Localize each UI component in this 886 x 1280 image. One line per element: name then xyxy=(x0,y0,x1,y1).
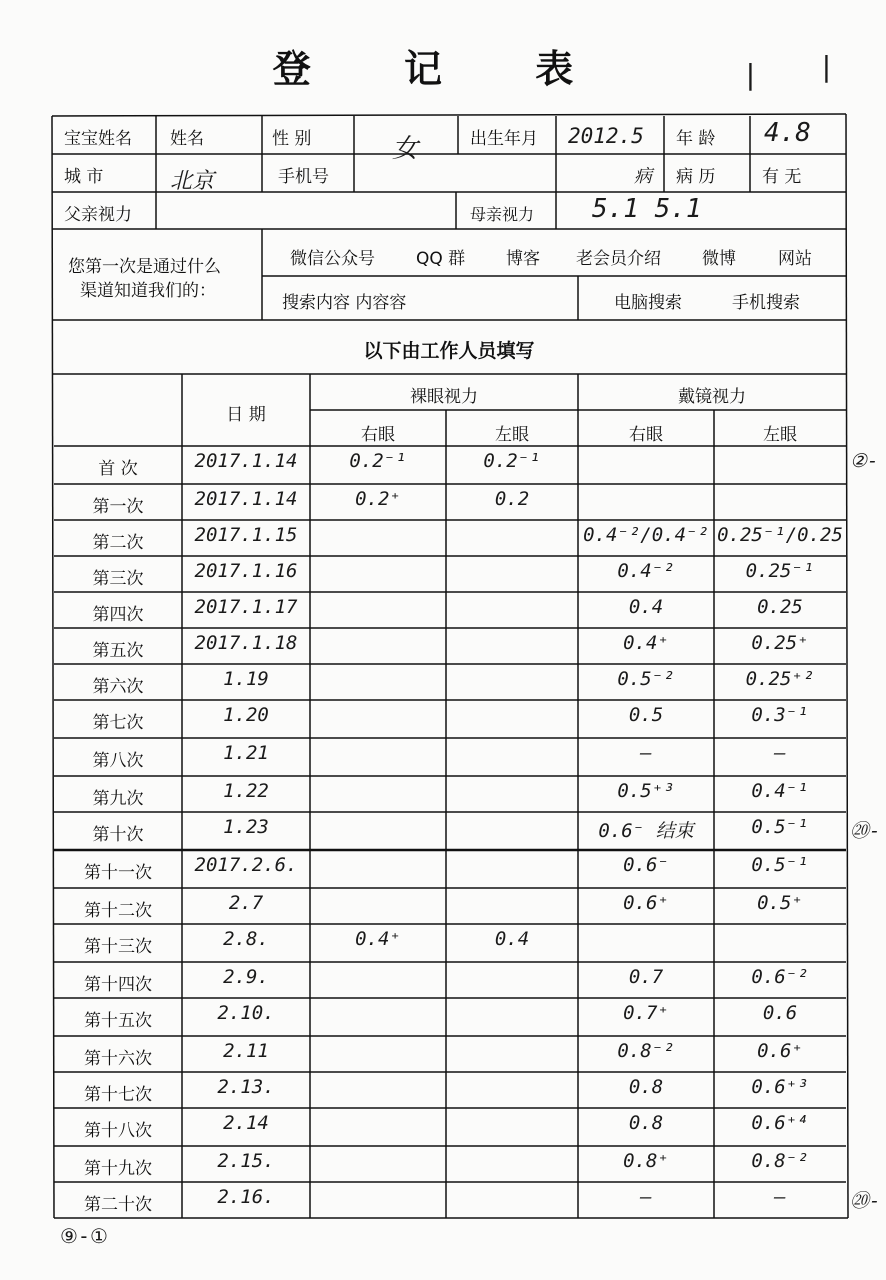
visit-label: 第十四次 xyxy=(84,975,152,995)
visit-label: 第六次 xyxy=(92,677,144,697)
side-mark: ⑳- xyxy=(850,1190,881,1212)
baby-name-value: 姓名 xyxy=(170,129,204,149)
visit-label: 第十八次 xyxy=(84,1121,152,1141)
visit-date: 2.10. xyxy=(217,1002,275,1024)
visit-date: 2.15. xyxy=(217,1150,275,1172)
glasses-right-value xyxy=(578,450,714,482)
naked-right-value xyxy=(310,596,446,626)
visit-label: 第十一次 xyxy=(84,863,152,883)
naked-right-value xyxy=(310,632,446,662)
naked-right-value: 0.4⁺ xyxy=(355,928,401,950)
visit-date: 2017.1.14 xyxy=(194,488,298,510)
glasses-left-eye-header: 左眼 xyxy=(763,425,797,445)
channel-question-line2: 渠道知道我们的： xyxy=(80,281,216,301)
visit-label: 第五次 xyxy=(92,641,144,661)
glasses-right-value xyxy=(578,488,714,518)
glasses-left-value: 0.25⁻¹ xyxy=(745,560,815,582)
naked-right-eye-header: 右眼 xyxy=(361,425,395,445)
visit-date: 2017.2.6. xyxy=(194,854,298,876)
visit-date: 2017.1.17 xyxy=(194,596,298,618)
side-mark: ⑳- xyxy=(850,820,881,842)
glasses-right-value: 0.8 xyxy=(628,1076,664,1098)
history-label: 病 历 xyxy=(676,167,716,187)
naked-left-value xyxy=(446,854,578,886)
channel-option-blog: 博客 xyxy=(506,249,540,269)
glasses-right-value: 0.5 xyxy=(628,704,664,726)
side-mark xyxy=(850,1112,886,1144)
visit-date: 2.11 xyxy=(223,1040,269,1062)
side-mark xyxy=(850,1076,886,1106)
glasses-left-value: — xyxy=(774,742,786,764)
baby-name-label: 宝宝姓名 xyxy=(64,129,132,149)
visit-date: 1.22 xyxy=(223,780,269,802)
phone-value xyxy=(362,160,550,188)
naked-left-value xyxy=(446,524,578,554)
visit-label: 第十二次 xyxy=(84,901,152,921)
naked-left-value xyxy=(446,816,578,848)
side-mark xyxy=(850,632,886,662)
naked-left-value xyxy=(446,742,578,774)
naked-left-value xyxy=(446,780,578,810)
channel-question-line1: 您第一次是通过什么 xyxy=(68,257,221,277)
channel-option-weibo: 微博 xyxy=(702,249,736,269)
naked-left-value xyxy=(446,1186,578,1216)
side-mark: ②- xyxy=(850,450,879,472)
naked-right-value xyxy=(310,668,446,698)
glasses-left-value: 0.6⁺ xyxy=(757,1040,803,1062)
glasses-right-value xyxy=(578,928,714,960)
city-label: 城 市 xyxy=(64,167,104,187)
page-title: 登 记 表 xyxy=(272,47,614,91)
visit-date: 2017.1.18 xyxy=(194,632,298,654)
visit-date: 2.8. xyxy=(223,928,269,950)
visit-label: 第四次 xyxy=(92,605,144,625)
age-label: 年 龄 xyxy=(676,129,716,149)
glasses-right-value: 0.4⁺ xyxy=(623,632,669,654)
visit-label: 第十七次 xyxy=(84,1085,152,1105)
glasses-left-value: 0.25⁺² xyxy=(745,668,815,690)
glasses-right-value: 0.4⁻²/0.4⁻² xyxy=(583,524,709,546)
birth-value: 2012.5 xyxy=(568,124,644,148)
naked-left-value: 0.4 xyxy=(494,928,530,950)
glasses-left-value: 0.8⁻² xyxy=(751,1150,809,1172)
channel-option-mobile-search: 手机搜索 xyxy=(732,293,800,313)
naked-left-value xyxy=(446,632,578,662)
side-mark xyxy=(850,1150,886,1180)
glasses-left-value xyxy=(714,928,846,960)
glasses-left-value: 0.25⁻¹/0.25 xyxy=(717,524,843,546)
visit-date: 2017.1.15 xyxy=(194,524,298,546)
naked-right-value xyxy=(310,816,446,848)
glasses-right-value: 0.8⁺ xyxy=(623,1150,669,1172)
naked-right-value xyxy=(310,1186,446,1216)
glasses-left-value xyxy=(714,488,846,518)
naked-left-value xyxy=(446,1076,578,1106)
naked-right-value xyxy=(310,854,446,886)
glasses-right-value: 0.6⁺ xyxy=(623,892,669,914)
corner-mark-2: | xyxy=(818,50,835,83)
visit-date: 2.14 xyxy=(223,1112,269,1134)
naked-left-value xyxy=(446,966,578,996)
glasses-right-value: — xyxy=(640,1186,652,1208)
naked-left-value xyxy=(446,560,578,590)
visit-date: 2017.1.14 xyxy=(194,450,298,472)
side-mark xyxy=(850,928,886,960)
city-value: 北京 xyxy=(170,169,215,194)
visit-date: 1.23 xyxy=(223,816,269,838)
naked-right-value xyxy=(310,704,446,736)
naked-left-value xyxy=(446,668,578,698)
glasses-right-value: 0.7⁺ xyxy=(623,1002,669,1024)
naked-right-value xyxy=(310,780,446,810)
naked-right-value xyxy=(310,1002,446,1034)
naked-right-value: 0.2⁻¹ xyxy=(349,450,407,472)
naked-left-value xyxy=(446,596,578,626)
visit-date: 2.9. xyxy=(223,966,269,988)
date-column-header: 日 期 xyxy=(226,405,266,425)
naked-left-value xyxy=(446,704,578,736)
history-options: 有 无 xyxy=(762,167,802,187)
mother-vision-value: 5.1 5.1 xyxy=(592,194,702,224)
naked-left-value: 0.2 xyxy=(494,488,530,510)
visit-date: 2017.1.16 xyxy=(194,560,298,582)
visit-label: 第七次 xyxy=(92,713,144,733)
visit-date: 2.16. xyxy=(217,1186,275,1208)
visit-label: 第十次 xyxy=(92,825,144,845)
visit-label: 第九次 xyxy=(92,789,144,809)
visit-date: 1.19 xyxy=(223,668,269,690)
glasses-left-value: 0.5⁺ xyxy=(757,892,803,914)
visit-date: 2.13. xyxy=(217,1076,275,1098)
naked-right-value xyxy=(310,742,446,774)
channel-search-content: 搜索内容 内容容 xyxy=(282,293,407,313)
glasses-left-value: 0.6⁺⁴ xyxy=(751,1112,809,1134)
glasses-right-value: — xyxy=(640,742,652,764)
naked-left-value xyxy=(446,1002,578,1034)
glasses-left-value: 0.4⁻¹ xyxy=(751,780,809,802)
naked-right-value xyxy=(310,1150,446,1180)
glasses-right-value: 0.8⁻² xyxy=(617,1040,675,1062)
glasses-right-value: 0.6⁻ 结束 xyxy=(598,820,694,842)
naked-left-eye-header: 左眼 xyxy=(495,425,529,445)
naked-left-value xyxy=(446,1040,578,1070)
gender-label: 性 别 xyxy=(272,129,312,149)
side-mark xyxy=(850,560,886,590)
glasses-left-value: 0.5⁻¹ xyxy=(751,854,809,876)
glasses-right-value: 0.5⁺³ xyxy=(617,780,675,802)
visit-label: 第十五次 xyxy=(84,1011,152,1031)
side-mark xyxy=(850,1040,886,1070)
glasses-left-value: 0.6⁺³ xyxy=(751,1076,809,1098)
naked-right-value xyxy=(310,1076,446,1106)
naked-right-value xyxy=(310,560,446,590)
glasses-right-value: 0.6⁻ xyxy=(623,854,669,876)
side-mark xyxy=(850,524,886,554)
visit-label: 第一次 xyxy=(92,497,144,517)
naked-left-value xyxy=(446,1112,578,1144)
side-mark xyxy=(850,780,886,810)
glasses-right-value: 0.8 xyxy=(628,1112,664,1134)
visit-label: 第三次 xyxy=(92,569,144,589)
glasses-left-value: 0.5⁻¹ xyxy=(751,816,809,838)
glasses-left-value: — xyxy=(774,1186,786,1208)
naked-right-value: 0.2⁺ xyxy=(355,488,401,510)
channel-option-wechat: 微信公众号 xyxy=(290,249,375,269)
naked-left-value: 0.2⁻¹ xyxy=(483,450,541,472)
glasses-right-value: 0.4⁻² xyxy=(617,560,675,582)
channel-option-referral: 老会员介绍 xyxy=(576,249,661,269)
naked-vision-header: 裸眼视力 xyxy=(410,387,478,407)
visit-label: 第二十次 xyxy=(84,1195,152,1215)
glasses-left-value xyxy=(714,450,846,482)
naked-left-value xyxy=(446,892,578,922)
glasses-left-value: 0.25⁺ xyxy=(751,632,809,654)
glasses-left-value: 0.3⁻¹ xyxy=(751,704,809,726)
age-value: 4.8 xyxy=(764,118,811,148)
glasses-right-value: 0.7 xyxy=(628,966,664,988)
naked-left-value xyxy=(446,1150,578,1180)
glasses-left-value: 0.25 xyxy=(757,596,803,618)
corner-mark-1: | xyxy=(742,58,759,91)
glasses-left-value: 0.6⁻² xyxy=(751,966,809,988)
side-mark xyxy=(850,966,886,996)
birth-label: 出生年月 xyxy=(470,129,538,149)
glasses-right-value: 0.4 xyxy=(628,596,664,618)
naked-right-value xyxy=(310,524,446,554)
visit-label: 第十六次 xyxy=(84,1049,152,1069)
side-mark xyxy=(850,1002,886,1034)
phone-label: 手机号 xyxy=(278,167,329,187)
glasses-right-eye-header: 右眼 xyxy=(629,425,663,445)
naked-right-value xyxy=(310,966,446,996)
side-mark xyxy=(850,854,886,886)
staff-section-header: 以下由工作人员填写 xyxy=(363,340,535,362)
glasses-vision-header: 戴镜视力 xyxy=(678,387,746,407)
visit-date: 1.21 xyxy=(223,742,269,764)
side-mark xyxy=(850,892,886,922)
side-mark xyxy=(850,742,886,774)
glasses-right-value: 0.5⁻² xyxy=(617,668,675,690)
channel-option-pc-search: 电脑搜索 xyxy=(614,293,682,313)
visit-label: 第十三次 xyxy=(84,937,152,957)
glasses-left-value: 0.6 xyxy=(762,1002,798,1024)
visit-label: 第八次 xyxy=(92,751,144,771)
visit-label: 第十九次 xyxy=(84,1159,152,1179)
mother-vision-label: 母亲视力 xyxy=(470,205,535,224)
channel-option-website: 网站 xyxy=(778,249,812,269)
footer-mark: ⑨-① xyxy=(60,1224,108,1248)
father-vision-label: 父亲视力 xyxy=(64,205,132,225)
visit-date: 2.7 xyxy=(228,892,264,914)
visit-label: 第二次 xyxy=(92,533,144,553)
visit-date: 1.20 xyxy=(223,704,269,726)
side-mark xyxy=(850,704,886,736)
naked-right-value xyxy=(310,1112,446,1144)
gender-value: 女 xyxy=(392,134,419,164)
visit-label: 首 次 xyxy=(98,459,138,479)
naked-right-value xyxy=(310,892,446,922)
side-mark xyxy=(850,596,886,626)
history-prefix: 病 xyxy=(634,166,652,187)
naked-right-value xyxy=(310,1040,446,1070)
channel-option-qq: QQ 群 xyxy=(416,249,466,269)
side-mark xyxy=(850,488,886,518)
side-mark xyxy=(850,668,886,698)
